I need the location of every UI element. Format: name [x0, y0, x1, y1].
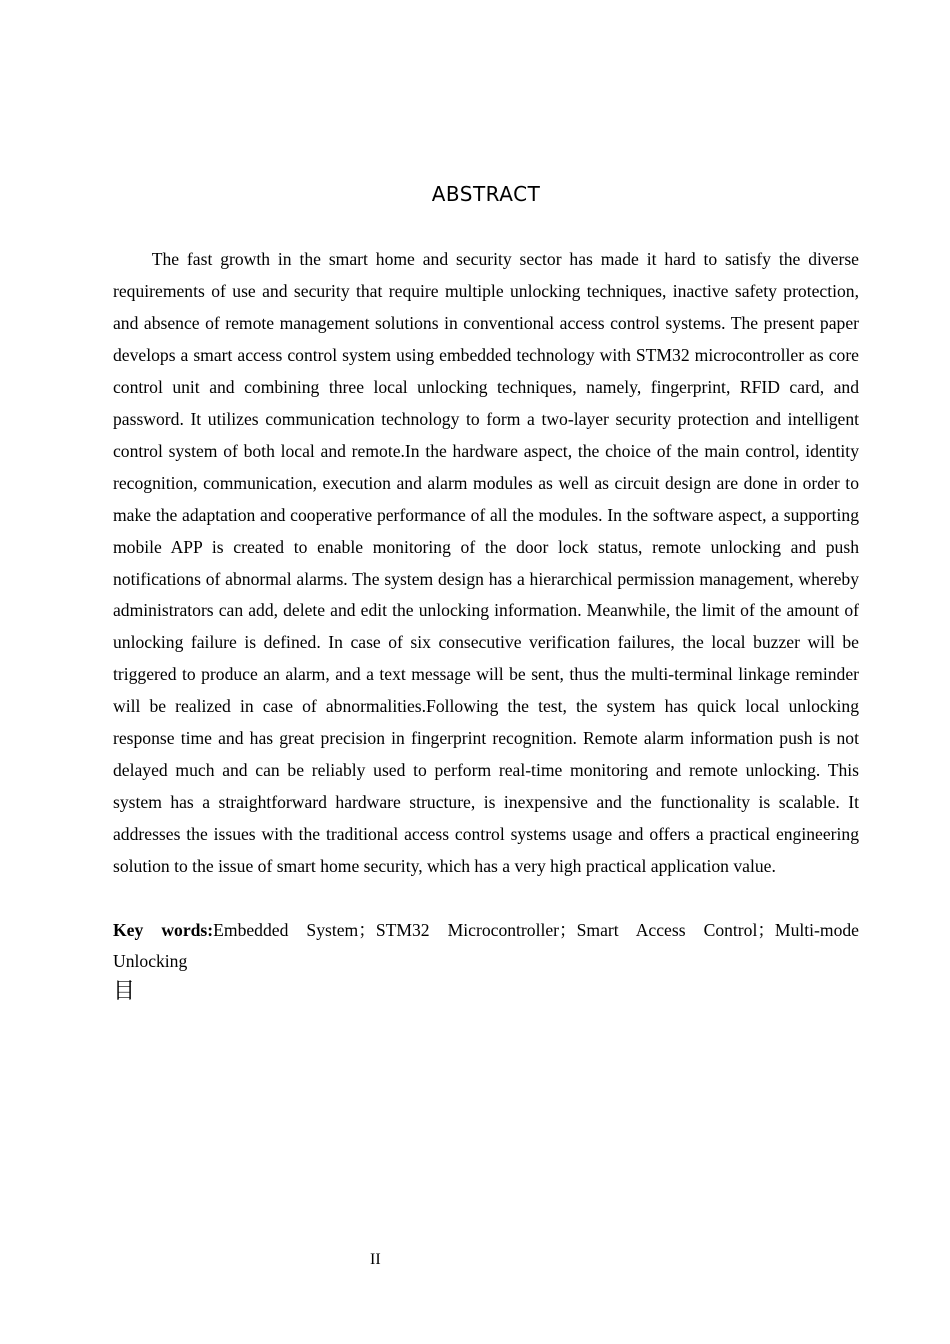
abstract-title: ABSTRACT [431, 182, 541, 206]
abstract-body: The fast growth in the smart home and security sector has made it hard to satisfy the diverse requirements of use and security that require multiple unlocking techniques, inactive safety protection, and absence of remote management solutions in conventional access control systems. The present paper develops a smart access control system using embedded technology with STM32 microcontroller as core control unit and combining three local unlocking techniques, namely, fingerprint, RFID card, and password. It utilizes communication technology to form a two-layer security protection and intelligent control system of both local and remote.In the hardware aspect, the choice of the main control, identity recognition, communication, execution and alarm modules as well as circuit design are done in order to make the adaptation and cooperative performance of all the modules. In the software aspect, a supporting mobile APP is created to enable monitoring of the door lock status, remote unlocking and push notifications of abnormal alarms. The system design has a hierarchical permission management, whereby administrators can add, delete and edit the unlocking information. Meanwhile, the limit of the amount of unlocking failure is defined. In case of six consecutive verification failures, the local buzzer will be triggered to produce an alarm, and a text message will be sent, thus the multi-terminal linkage reminder will be realized in case of abnormalities.Following the test, the system has quick local unlocking response time and has great precision in fingerprint recognition. Remote alarm information push is not delayed much and can be reliably used to perform real-time monitoring and remote unlocking. This system has a straightforward hardware structure, is inexpensive and the functionality is scalable. It addresses the issues with the traditional access control systems usage and offers a practical engineering solution to the issue of smart home security, which has a very high practical application value. [113, 249, 859, 877]
keywords-label: Key words: [113, 920, 214, 940]
toc-heading-fragment: 目 [113, 979, 136, 1004]
page-number: II [370, 1251, 381, 1268]
keywords-line [113, 915, 859, 977]
keywords-text: Embedded System；STM32 Microcontroller；Smart Access Control；Multi-mode Unlocking [113, 920, 859, 971]
